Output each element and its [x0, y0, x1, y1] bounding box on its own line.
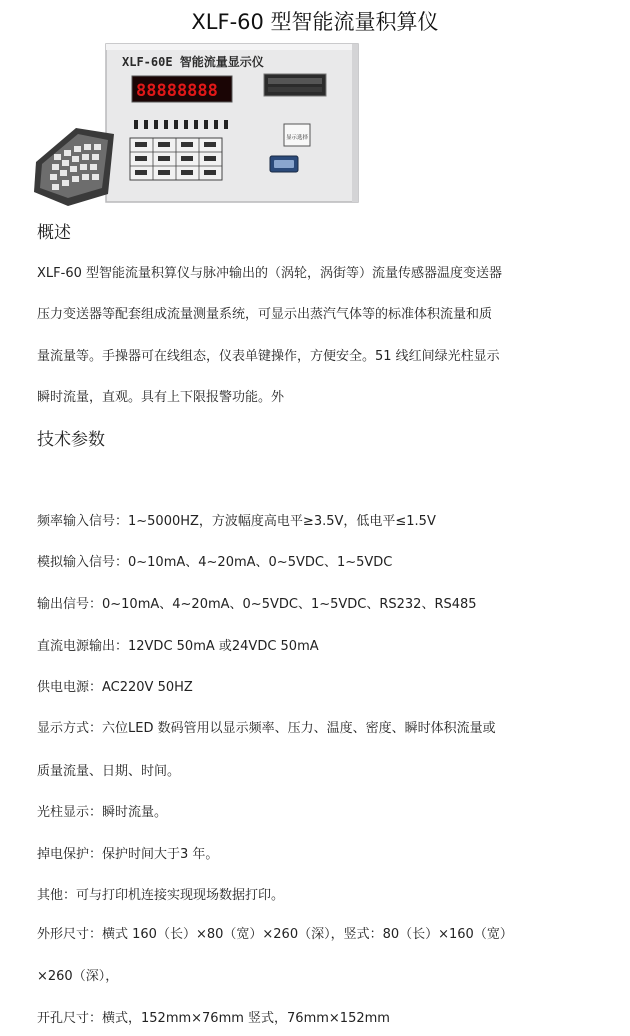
- param-line: 其他：可与打印机连接实现现场数据打印。: [37, 888, 285, 903]
- panel-title: XLF-60E 智能流量显示仪: [122, 55, 264, 69]
- param-line: 质量流量、日期、时间。: [37, 764, 181, 779]
- display-select-label: 显示选择: [286, 135, 309, 141]
- param-line: 频率输入信号：1~5000HZ，方波幅度高电平≥3.5V，低电平≤1.5V: [37, 514, 436, 529]
- keypad-device: [34, 128, 114, 206]
- product-photo: [32, 42, 362, 208]
- param-line: 开孔尺寸：横式，152mm×76mm 竖式，76mm×152mm: [37, 1011, 390, 1026]
- param-line: 掉电保护：保护时间大于3 年。: [37, 847, 219, 862]
- overview-line: 量流量等。手操器可在线组态，仪表单键操作，方便安全。51 线红间绿光柱显示: [37, 349, 500, 364]
- param-line: 显示方式：六位LED 数码管用以显示频率、压力、温度、密度、瞬时体积流量或: [37, 721, 496, 736]
- param-line: 光柱显示：瞬时流量。: [37, 805, 168, 820]
- params-heading: 技术参数: [37, 430, 105, 450]
- param-line: 直流电源输出：12VDC 50mA 或24VDC 50mA: [37, 639, 319, 654]
- param-line: 供电电源：AC220V 50HZ: [37, 680, 193, 695]
- param-line: 外形尺寸：横式 160（长）×80（宽）×260（深），竖式：80（长）×160（宽）: [37, 927, 513, 942]
- param-line: 模拟输入信号：0~10mA、4~20mA、0~5VDC、1~5VDC: [37, 555, 393, 570]
- overview-line: XLF-60 型智能流量积算仪与脉冲输出的（涡轮，涡街等）流量传感器温度变送器: [37, 266, 502, 281]
- led-digits: 88888888: [136, 81, 218, 101]
- bar-graph: [264, 74, 326, 96]
- overview-heading: 概述: [37, 223, 71, 243]
- param-line: ×260（深），: [37, 969, 119, 984]
- overview-line: 压力变送器等配套组成流量测量系统，可显示出蒸汽气体等的标准体积流量和质: [37, 307, 493, 322]
- overview-line: 瞬时流量，直观。具有上下限报警功能。外: [37, 390, 285, 405]
- param-line: 输出信号：0~10mA、4~20mA、0~5VDC、1~5VDC、RS232、RS485: [37, 597, 477, 612]
- page-title: XLF-60 型智能流量积算仪: [191, 10, 439, 34]
